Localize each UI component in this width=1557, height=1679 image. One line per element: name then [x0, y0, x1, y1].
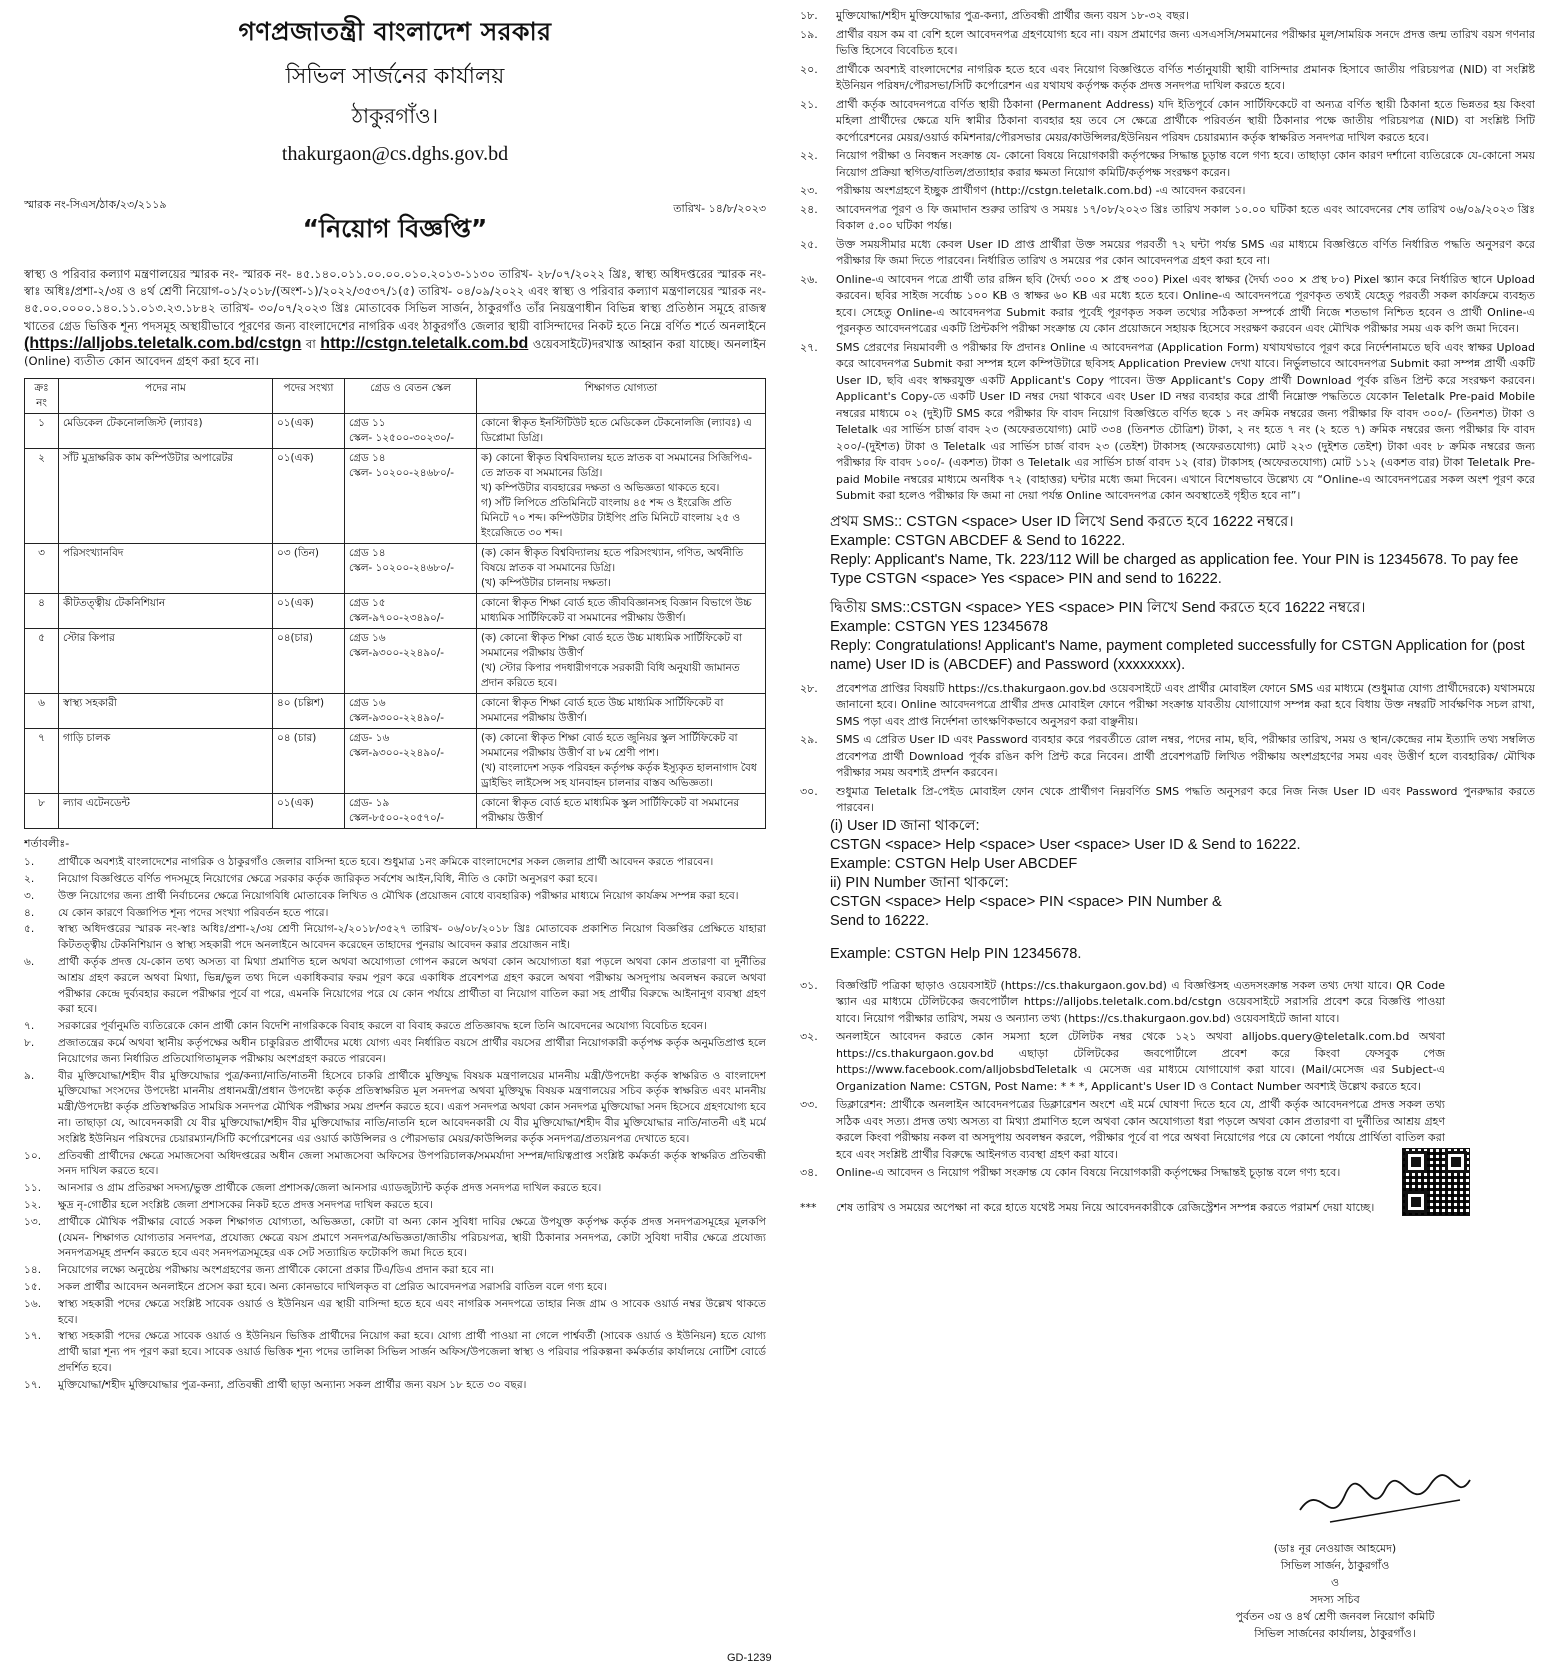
condition-number: ২০.: [800, 62, 818, 76]
condition-text: অনলাইনে আবেদন করতে কোন সমস্যা হলে টেলিটক নম্বর থেকে ১২১ অথবা alljobs.query@teletalk.com.bd অথবা https://cs.thakurgaon.gov.bd এছাড়া টেলিটকের জবপোর্টালে প্রবেশ করে কিংবা ফেসবুক পেজ https://www.facebook.com/alljobsbdTeletalk এ মেসেজ এর মাধ্যমে যোগাযোগ করা যাবে। (Mail/মেসেজ এর Subject-এ Organization Name: CSTGN, Post Name: * * *, Applicant's User ID ও Contact Number অবশ্যই উল্লেখ করতে হবে।: [836, 1030, 1445, 1093]
recovery-instructions: [830, 817, 1535, 964]
condition-item: [24, 1215, 766, 1262]
condition-item: [24, 955, 766, 1018]
condition-text: বিজ্ঞপ্তিটি পত্রিকা ছাড়াও ওয়েবসাইট (https://cs.thakurgaon.gov.bd) এ বিজ্ঞপ্তিসহ এতদসংক্রান্ত সকল তথ্য দেখা যাবে। QR Code স্ক্যান এর মাধ্যমে টেলিটকের জবপোর্টাল https://alljobs.teletalk.com.bd/cstgn ওয়েবসাইটে সরাসরি প্রবেশ করে বিজ্ঞপ্তি পাওয়া যাবে। নিয়োগ পরীক্ষার তারিখ, সময় ও অন্যান্য তথ্য (https://cs.thakurgaon.gov.bd) ওয়েবসাইটে জানা যাবে।: [836, 978, 1445, 1025]
signature-block: [1170, 1540, 1500, 1642]
condition-text: যে কোন কারণে বিজ্ঞাপিত শূন্য পদের সংখ্যা পরিবর্তন হতে পারে।: [58, 906, 329, 919]
condition-number: ২৫.: [800, 237, 818, 251]
table-row: [25, 414, 766, 449]
condition-text: Online-এ আবেদন ও নিয়োগ পরীক্ষা সংক্রান্ত যে কোন বিষয়ে নিয়োগকারী কর্তৃপক্ষের সিদ্ধান্তই চূড়ান্ত বলে গণ্য হবে।: [836, 1166, 1341, 1179]
notice-date: তারিখ- ১৪/৮/২০২৩: [673, 202, 766, 215]
condition-text: আনসার ও গ্রাম প্রতিরক্ষা সদস্য/ভুক্ত প্রার্থীকে জেলা প্রশাসক/জেলা আনসার এ্যাডজুট্যান্ট কর্তৃক প্রদত্ত সনদপত্র দাখিল করতে হবে।: [58, 1182, 602, 1195]
sms-first-reply: Reply: Applicant's Name, Tk. 223/112 Will be charged as application fee. Your PIN is 12345678. To pay fee Type CSTGN <space> Yes <space> PIN and send to 16222.: [830, 551, 1519, 587]
signatory-office: সিভিল সার্জনের কার্যালয়, ঠাকুরগাঁও।: [1254, 1627, 1416, 1640]
condition-text: উক্ত সময়সীমার মধ্যে কেবল User ID প্রাপ্ত প্রার্থীরা উক্ত সময়ের পরবর্তী ৭২ ঘন্টা পর্যন্ত SMS এর মাধ্যমে বিজ্ঞপ্তিতে বর্ণিত নির্ধারিত পদ্ধতি অনুসরণ করে পরীক্ষার ফি জমা দিতে পারবেন। নির্ধারিত তারিখ ও সময়ের পর কোন আবেদনপত্র গ্রহণ করা হবে না।: [836, 237, 1535, 267]
condition-item: [24, 889, 766, 905]
condition-text: প্রতিবন্ধী প্রার্থীদের ক্ষেত্রে সমাজসেবা অধিদপ্তরের অধীন জেলা সমাজসেবা অফিসের উপপরিচালক/সমমর্যাদা সম্পন্ন/দায়িত্বপ্রাপ্ত সংশ্লিষ্ট কর্মকর্তা কর্তৃক স্বাক্ষরিত প্রতিবন্ধী সনদ দাখিল করতে হবে।: [58, 1149, 766, 1178]
table-cell-qual: (ক) কোনো স্বীকৃত শিক্ষা বোর্ড হতে জুনিয়র স্কুল সার্টিফিকেট বা সমমানের পরীক্ষায় উত্তীর্ণ বা ৮ম শ্রেণী পাশ। (খ) বাংলাদেশ সড়ক পরিবহন কর্তৃপক্ষ কর্তৃক ইস্যুকৃত হালনাগাদ বৈধ ড্রাইভিং লাইসেন্স সহ যানবাহন চালনার বাস্তব অভিজ্ঞতা।: [477, 729, 766, 794]
condition-item: [24, 1280, 766, 1296]
vacancy-table: [24, 378, 766, 829]
condition-text: মুক্তিযোদ্ধা/শহীদ মুক্তিযোদ্ধার পুত্র-কন্যা, প্রতিবন্ধী প্রার্থীর জন্য বয়স ১৮-৩২ বছর।: [836, 9, 1189, 22]
condition-number: ২১.: [800, 97, 818, 111]
condition-text: প্রজাতন্ত্রের কর্মে অথবা স্থানীয় কর্তৃপক্ষের অধীন চাকুরিরত প্রার্থীদের মধ্যে যোগ্য এবং নির্ধারিত বয়সে প্রার্থীর বয়সের প্রার্থীরা নিয়োগকারী কর্তৃপক্ষ কর্তৃক অনুমতিপ্রাপ্ত হলে নিয়োগের জন্য নির্ধারিত প্রতিযোগিতামূলক পরীক্ষায় অংশগ্রহণ করতে পারবেন।: [58, 1036, 766, 1065]
table-cell-grade: গ্রেড ১৪ স্কেল- ১০২০০-২৪৬৮০/-: [345, 544, 477, 594]
condition-text: ডিক্লারেশন: প্রার্থীকে অনলাইন আবেদনপত্রের ডিক্লারেশন অংশে এই মর্মে ঘোষণা দিতে হবে যে, প্রার্থী কর্তৃক আবেদনপত্রে প্রদত্ত সকল তথ্য সঠিক এবং সত্য। প্রদত্ত তথ্য অসত্য বা মিথ্যা প্রমাণিত হলে অথবা কোন অযোগ্যতা ধরা পড়লে অথবা কোন প্রতারণা বা দুর্নীতির আশ্রয় গ্রহণ করলে কিংবা পরীক্ষায় নকল বা অসদুপায় অবলম্বন করলে, পরীক্ষার পূর্বে বা পরে অথবা নিয়োগের পরে যে কোনো পর্যায়ে প্রার্থিতা বাতিল করা হবে এবং সংশ্লিষ্ট প্রার্থীর বিরুদ্ধে আইনগত ব্যবস্থা গ্রহণ করা যাবে।: [836, 1098, 1445, 1161]
condition-item: [800, 237, 1535, 270]
table-cell-qual: কোনো স্বীকৃত শিক্ষা বোর্ড হতে জীববিজ্ঞানসহ বিজ্ঞান বিভাগে উচ্চ মাধ্যমিক সার্টিফিকেট বা সমমানের পরীক্ষায় উত্তীর্ণ।: [477, 594, 766, 629]
condition-item: [24, 1019, 766, 1035]
condition-number: ২৪.: [800, 202, 818, 216]
condition-item: [24, 1149, 766, 1181]
condition-number: ২২.: [800, 149, 818, 162]
table-cell-count: ০১(এক): [273, 449, 345, 544]
condition-number: ১.: [24, 856, 35, 869]
condition-item: [24, 872, 766, 888]
condition-text: স্বাস্থ্য সহকারী পদের ক্ষেত্রে সাবেক ওয়ার্ড ও ইউনিয়ন ভিত্তিক প্রার্থীদের নিয়োগ করা হবে। যোগ্য প্রার্থী পাওয়া না গেলে পার্শ্ববর্তী (সাবেক ওয়ার্ড ও ইউনিয়ন) হতে যোগ্য প্রার্থী দ্বারা শূন্য পদ পূরণ করা হবে। সাবেক ওয়ার্ড ভিত্তিক শূন্য পদের তালিকা সিভিল সার্জন অফিস/উপজেলা স্বাস্থ্য ও পরিবার পরিকল্পনা কর্মকর্তার কার্যালয়ে নোটিশ বোর্ডে প্রদর্শিত হবে।: [58, 1330, 766, 1374]
qr-code-icon[interactable]: [1402, 1148, 1470, 1216]
condition-text: প্রার্থীর বয়স কম বা বেশি হলে আবেদনপত্র গ্রহণযোগ্য হবে না। বয়স প্রমাণের জন্য এসএসসি/সমমানের পরীক্ষার মূল/সাময়িক সনদে প্রদত্ত জন্ম তারিখ বয়স গণনার ভিত্তি হিসেবে বিবেচিত হবে।: [836, 27, 1535, 57]
condition-item: [24, 1069, 766, 1148]
signatory-and: ও: [1330, 1576, 1340, 1589]
letterhead: [24, 12, 766, 166]
table-header-row: [25, 379, 766, 414]
condition-item: [800, 27, 1535, 60]
condition-text: প্রার্থীকে অবশ্যই বাংলাদেশের নাগরিক হতে হবে এবং নিয়োগ বিজ্ঞপ্তিতে বর্ণিত শর্তানুযায়ী স্থায়ী বাসিন্দার প্রমানক হিসাবে জাতীয় পরিচয়পত্র (NID) বা সংশ্লিষ্ট ইউনিয়ন পরিষদ/পৌরসভা/সিটি কর্পোরেশন এর যথাযথ কর্তৃপক্ষ কর্তৃক প্রদত্ত সনদপত্র দাখিল করতে হবে।: [836, 62, 1535, 92]
table-cell-no: ৮: [25, 794, 59, 829]
right-column: [800, 6, 1535, 1671]
table-cell-no: ১: [25, 414, 59, 449]
table-cell-qual: (ক) কোনো স্বীকৃত শিক্ষা বোর্ড হতে উচ্চ মাধ্যমিক সার্টিফিকেট বা সমমানের পরীক্ষায় উত্তীর্ণ (খ) স্টোর কিপার পদধারীগণকে সরকারী বিধি অনুযায়ী জামানত প্রদান করিতে হবে।: [477, 629, 766, 694]
table-cell-post: সাঁট মুদ্রাক্ষরিক কাম কম্পিউটার অপারেটর: [59, 449, 273, 544]
cstgn-link[interactable]: http://cstgn.teletalk.com.bd: [320, 334, 529, 352]
condition-item: [24, 1036, 766, 1068]
footer-code: GD-1239: [727, 1652, 772, 1664]
recovery-line-7: Example: CSTGN Help PIN 12345678.: [830, 945, 1082, 962]
condition-text: উক্ত নিয়োগের জন্য প্রার্থী নির্বাচনের ক্ষেত্রে নিয়োগবিধি মোতাবেক লিখিত ও মৌখিক (প্রয়োজন বোধে ব্যবহারিক) পরীক্ষার মাধ্যমে নিয়োগ কার্যক্রম সম্পন্ন করা হবে।: [58, 889, 739, 902]
intro-text: স্বাস্থ্য ও পরিবার কল্যাণ মন্ত্রণালয়ের স্মারক নং- স্মারক নং- ৪৫.১৪০.০১১.০০.০০.০১০.২০১৩-১১৩০ তারিখ- ২৮/০৭/২০২২ খ্রিঃ, স্বাস্থ্য অধিদপ্তরের স্মারক নং- স্বাঃ অধিঃ/প্রশা-২/৩য় ও ৪র্থ শ্রেণী নিয়োগ-০১/২০১৮/(অংশ-১)/২০২২/৩৫৩৭/১(৫) তারিখ- ০৪/০৯/২০২২ এবং স্বাস্থ্য ও পরিবার কল্যাণ মন্ত্রণালয়ের স্মারক নং- ৪৫.০০.০০০০.১৪০.১১.০১৩.২৩.১৮৪২ তারিখ- ৩০/০৭/২০২৩ খ্রিঃ মোতাবেক সিভিল সার্জন, ঠাকুরগাঁও তাঁর নিয়ন্ত্রণাধীন বিভিন্ন স্বাস্থ্য প্রতিষ্ঠান সমূহে রাজস্ব খাতের গ্রেড ভিত্তিক শূন্য পদসমূহ অস্থায়ীভাবে পূরণের জন্য বাংলাদেশের নাগরিক এবং ঠাকুরগাঁও জেলার স্থায়ী বাসিন্দাদের নিকট হতে নিম্নে বর্ণিত শর্তে অনলাইনে: [24, 267, 766, 333]
condition-item: [800, 183, 1535, 200]
condition-text: প্রার্থী কর্তৃক প্রদত্ত যে-কোন তথ্য অসত্য বা মিথ্যা প্রমাণিত হলে অথবা অযোগ্যতা গোপন করলে অথবা কোন অযোগ্যতা ধরা পড়লে অথবা কোন প্রতারণা বা দুর্নীতির আশ্রয় গ্রহণ করলে অথবা মিথ্যা, ভিন্ন/ভুল তথ্য দিলে একাধিকবার ফরম পূরণ করে একাধিক প্রবেশপত্র গ্রহণ করলে অথবা পরীক্ষায় অসদুপায় অবলম্বন করলে অথবা পরীক্ষার কেন্দ্রে দুর্ব্যবহার করলে পরীক্ষার পূর্বে বা পরে, এমনকি নিয়োগের পরে যে কোন পর্যায়ে প্রার্থীতা বা নিয়োগ বাতিল করা সহ প্রার্থীর বিরুদ্ধে আইনানুগ ব্যবস্থা গ্রহণ করা হবে।: [58, 956, 766, 1016]
intro-paragraph: [24, 266, 766, 370]
condition-text: নিয়োগ পরীক্ষা ও নিবন্ধন সংক্রান্ত যে- কোনো বিষয়ে নিয়োগকারী কর্তৃপক্ষের সিদ্ধান্ত চূড়ান্ত বলে গণ্য হবে। তাছাড়া কোন কারণ দর্শানো ব্যতিরেকে যে-কোনো সময় নিয়োগ প্রক্রিয়া স্থগিত/বাতিল/প্রত্যাহার করার ক্ষমতা নিয়োগ কমিটি/কর্তৃপক্ষ সংরক্ষণ করেন।: [836, 149, 1535, 179]
office-name: সিভিল সার্জনের কার্যালয়: [285, 64, 505, 89]
table-cell-qual: কোনো স্বীকৃত শিক্ষা বোর্ড হতে উচ্চ মাধ্যমিক সার্টিফিকেট বা সমমানের পরীক্ষায় উত্তীর্ণ।: [477, 694, 766, 729]
condition-item: [800, 978, 1445, 1028]
condition-item: [800, 732, 1535, 782]
sms-second-label: দ্বিতীয় SMS::CSTGN <space> YES <space> PIN লিখে Send করতে হবে 16222 নম্বরে।: [830, 599, 1366, 616]
condition-item: [800, 272, 1535, 338]
condition-text: স্বাস্থ্য সহকারী পদের ক্ষেত্রে সংশ্লিষ্ট সাবেক ওয়ার্ড ও ইউনিয়ন এর স্থায়ী বাসিন্দা হতে হবে এবং নাগরিক সনদপত্রে তাহার নিজ গ্রাম ও সাবেক ওয়ার্ড নম্বর উল্লেখ থাকতে হবে।: [58, 1297, 766, 1326]
condition-number: ১৮.: [800, 9, 818, 22]
condition-number: ৪.: [24, 906, 35, 919]
condition-item: [24, 1181, 766, 1197]
condition-text: SMS এ প্রেরিত User ID এবং Password ব্যবহার করে পরবর্তীতে রোল নম্বর, পদের নাম, ছবি, পরীক্ষার তারিখ, সময় ও স্থান/কেন্দ্রের নাম ইত্যাদি তথ্য সম্বলিত প্রবেশপত্র প্রার্থী Download পূর্বক রঙিন কপি প্রিন্ট করে নিবেন। প্রার্থী প্রবেশপত্রটি লিখিত পরীক্ষায় অংশগ্রহণের সময় এবং উত্তীর্ণ হলে ব্যবহারিক/ মৌখিক পরীক্ষার সময় অবশ্যই প্রদর্শন করবেন।: [836, 733, 1535, 779]
left-column: [24, 8, 766, 1673]
condition-item: [800, 1165, 1445, 1182]
condition-text: সরকারের পূর্বানুমতি ব্যতিরেকে কোন প্রার্থী কোন বিদেশি নাগরিককে বিবাহ করলে বা বিবাহ করতে প্রতিজ্ঞাবদ্ধ হলে তিনি আবেদনের অযোগ্য বিবেচিত হবেন।: [58, 1020, 707, 1033]
signatory-member: সদস্য সচিব: [1310, 1593, 1360, 1606]
government-name: গণপ্রজাতন্ত্রী বাংলাদেশ সরকার: [238, 17, 552, 46]
table-cell-grade: গ্রেড ১৫ স্কেল-৯৭০০-২৩৪৯০/-: [345, 594, 477, 629]
table-cell-no: ৬: [25, 694, 59, 729]
condition-number: ৯.: [24, 1069, 35, 1082]
condition-number: ১৯.: [800, 27, 818, 41]
district-name: ঠাকুরগাঁও।: [351, 104, 439, 128]
col-post: পদের নাম: [59, 379, 273, 414]
condition-number: ১৬.: [24, 1297, 42, 1310]
conditions-list-right-3: [800, 978, 1445, 1182]
condition-text: SMS প্রেরণের নিয়মাবলী ও পরীক্ষার ফি প্রদানঃ Online এ আবেদনপত্র (Application Form) যথাযথভাবে পূরণ করে নির্দেশনামতে ছবি এবং স্বাক্ষর Upload করে আবেদনপত্র Submit করা সম্পন্ন হলে কম্পিউটারে ছবিসহ Application Preview দেখা যাবে। নির্ভুলভাবে আবেদনপত্র Submit করা সম্পন্ন প্রার্থী একটি User ID, ছবি এবং স্বাক্ষরযুক্ত একটি Applicant's Copy পাবেন। উক্ত Applicant's Copy প্রার্থী Download পূর্বক রঙিন প্রিন্ট করে সংরক্ষণ করবেন। Applicant's Copy-তে একটি User ID নম্বর দেয়া থাকবে এবং User ID নম্বর ব্যবহার করে প্রার্থী নিম্নোক্ত পদ্ধতিতে যেকোন Teletalk Pre-paid Mobile নম্বরের মাধ্যমে ০২ (দুই)টি SMS করে পরীক্ষার ফি বাবদ নিয়োগ বিজ্ঞপ্তিতে বর্ণিত ছকে ১ নং ক্রমিক নম্বরের জন্য পরীক্ষার ফি বাবদ ৩০০/- (তিনশত) টাকা ও Teletalk এর সার্ভিস চার্জ বাবদ ২৩ (অফেরতযোগ্য) মোট ৩৩৪ (তিনশত চৌত্রিশ) টাকা, ২ নং হতে ৭ নং (২ হতে ৭) ক্রমিক নম্বরের জন্য পরীক্ষার ফি বাবদ ২০০/-(দুইশত) টাকা ও Teletalk এর সার্ভিস চার্জ বাবদ ২৩ (তেইশ) টাকাসহ (অফেরতযোগ্য) মোট ২২৩ (দুইশত তেইশ) টাকা এবং ৮ ক্রমিক নম্বরের জন্য পরীক্ষার ফি বাবদ ১০০/- (একশত) টাকা ও Teletalk এর সার্ভিস চার্জ বাবদ ১২ (বার) টাকাসহ (অফেরতযোগ্য) মোট ১১২ (একশত বার) টাকা Teletalk Pre-paid Mobile নম্বরের মাধ্যমে অনধিক ৭২ (বাহাত্তর) ঘন্টার মধ্যে জমা দিবেন। এখানে বিশেষভাবে উল্লেখ্য যে “Online-এ আবেদনপত্রের সকল অংশ পূরণ করে Submit করা হলেও পরীক্ষার ফি জমা না দেয়া পর্যন্ত Online আবেদনপত্র কোন অবস্থাতেই গৃহীত হবে না”।: [836, 340, 1535, 502]
condition-text: পরীক্ষায় অংশগ্রহণে ইচ্ছুক প্রার্থীগণ (http://cstgn.teletalk.com.bd) -এ আবেদন করবেন।: [836, 184, 1246, 197]
table-cell-post: গাড়ি চালক: [59, 729, 273, 794]
condition-text: নিয়োগ বিজ্ঞপ্তিতে বর্ণিত পদসমূহে নিয়োগের ক্ষেত্রে সরকার কর্তৃক জারিকৃত সর্বশেষ আইন,বিধি, নীতি ও কোটা অনুসরণ করা হবে।: [58, 873, 598, 886]
alljobs-link[interactable]: (https://alljobs.teletalk.com.bd/cstgn: [24, 334, 302, 352]
table-cell-post: স্টোর কিপার: [59, 629, 273, 694]
table-cell-grade: গ্রেড ১৬ স্কেল-৯৩০০-২২৪৯০/-: [345, 629, 477, 694]
table-cell-count: ০১(এক): [273, 414, 345, 449]
sms-second-reply: Reply: Congratulations! Applicant's Name, payment completed successfully for CSTGN Application for (post name) User ID is (ABCDEF) and Password (xxxxxxxx).: [830, 637, 1525, 673]
condition-item: [24, 922, 766, 954]
condition-number: ৩৩.: [800, 1098, 818, 1111]
table-cell-qual: (ক) কোন স্বীকৃত বিশ্ববিদ্যালয় হতে পরিসংখ্যান, গণিত, অর্থনীতি বিষয়ে স্নাতক বা সমমানের ডিগ্রি। (খ) কম্পিউটার চালনায় দক্ষতা।: [477, 544, 766, 594]
table-cell-count: ০১(এক): [273, 794, 345, 829]
condition-number: ২৩.: [800, 184, 818, 197]
condition-number: ২৯.: [800, 733, 818, 746]
condition-item: [800, 1029, 1445, 1095]
condition-item: [800, 340, 1535, 505]
condition-text: প্রার্থীকে মৌখিক পরীক্ষার বোর্ডে সকল শিক্ষাগত যোগ্যতা, অভিজ্ঞতা, কোটা বা অন্য কোন সুবিধা দাবির ক্ষেত্রে উপযুক্ত কর্তৃপক্ষ কর্তৃক প্রদত্ত সনদপত্রসমূহের মূলকপি (যেমন- শিক্ষাগত যোগ্যতার সনদপত্র, প্রযোজ্য ক্ষেত্রে বয়স প্রমাণে সনদপত্র/অভিজ্ঞতা/জাতীয় পরিচয়পত্র, স্থায়ী ঠিকানার সনদপত্র, কোটা সুবিধা দাবীর ক্ষেত্রে প্রযোজ্য সনদপত্রসমূহ প্রদর্শন করতে হবে এবং সনদপত্রসমূহের এক সেট সত্যায়িত ফটোকপি জমা দিতে হবে।: [58, 1215, 766, 1260]
col-count: পদের সংখ্যা: [273, 379, 345, 414]
sms-second-example: Example: CSTGN YES 12345678: [830, 618, 1048, 635]
condition-number: ৭.: [24, 1020, 35, 1033]
table-cell-count: ০৪(চার): [273, 629, 345, 694]
intro-text-end: ওয়েবসাইটে)দরখাস্ত আহ্বান করা যাচ্ছে। অনলাইন (Online) ব্যতীত কোন আবেদন গ্রহণ করা হবে না।: [24, 336, 766, 369]
condition-number: ১৭.: [24, 1330, 42, 1343]
table-cell-no: ৫: [25, 629, 59, 694]
table-row: [25, 544, 766, 594]
table-cell-no: ৪: [25, 594, 59, 629]
conditions-list-right-2: [800, 681, 1535, 817]
recovery-line-2: CSTGN <space> Help <space> User <space> User ID & Send to 16222.: [830, 836, 1301, 853]
condition-item: [24, 1378, 766, 1394]
table-cell-qual: কোনো স্বীকৃত বোর্ড হতে মাধ্যমিক স্কুল সার্টিফিকেট বা সমমানের পরীক্ষায় উত্তীর্ণ: [477, 794, 766, 829]
condition-text: প্রার্থীকে অবশ্যই বাংলাদেশের নাগরিক ও ঠাকুরগাঁও জেলার বাসিন্দা হতে হবে। শুধুমাত্র ১নং ক্রমিকে বাংলাদেশের সকল জেলার প্রার্থী আবেদন করতে পারবেন।: [58, 856, 714, 869]
recovery-line-1: (i) User ID জানা থাকলে:: [830, 817, 980, 834]
condition-item: [800, 681, 1535, 731]
condition-number: ১৭.: [24, 1378, 42, 1391]
table-cell-grade: গ্রেড ১৬ স্কেল-৯৩০০-২২৪৯০/-: [345, 694, 477, 729]
conditions-list-right: [800, 8, 1535, 505]
condition-number: ১৩.: [24, 1215, 42, 1228]
table-cell-count: ৪০ (চল্লিশ): [273, 694, 345, 729]
recovery-line-4: ii) PIN Number জানা থাকলে:: [830, 874, 1009, 891]
condition-number: ১০.: [24, 1149, 42, 1162]
condition-text: নিয়োগের লক্ষ্যে অনুষ্ঠেয় পরীক্ষায় অংশগ্রহণের জন্য প্রার্থীকে কোনো প্রকার টিএ/ডিএ প্রদান করা হবে না।: [58, 1264, 494, 1277]
table-row: [25, 794, 766, 829]
table-cell-post: স্বাস্থ্য সহকারী: [59, 694, 273, 729]
condition-number: ২.: [24, 873, 35, 886]
conditions-list: [24, 855, 766, 1393]
condition-text: সকল প্রার্থীর আবেদন অনলাইনে প্রসেস করা হবে। অন্য কোনভাবে দাখিলকৃত বা প্রেরিত আবেদনপত্র সরাসরি বাতিল বলে গণ্য হবে।: [58, 1280, 607, 1293]
condition-item: [800, 97, 1535, 147]
office-email: thakurgaon@cs.dghs.gov.bd: [281, 143, 509, 165]
sms-first-example: Example: CSTGN ABCDEF & Send to 16222.: [830, 532, 1126, 549]
table-row: [25, 729, 766, 794]
table-cell-count: ০১(এক): [273, 594, 345, 629]
table-cell-no: ৩: [25, 544, 59, 594]
sms-first-label: প্রথম SMS:: CSTGN <space> User ID লিখে Send করতে হবে 16222 নম্বরে।: [830, 513, 1294, 530]
table-cell-no: ৭: [25, 729, 59, 794]
condition-text: প্রার্থী কর্তৃক আবেদনপত্রে বর্ণিত স্থায়ী ঠিকানা (Permanent Address) যদি ইতিপূর্বে কোন সার্টিফিকেটে বা অন্যত্র বর্ণিত স্থায়ী ঠিকানা হতে ভিন্নতর হয় কিংবা মহিলা প্রার্থীদের ক্ষেত্রে যদি স্বামীর ঠিকানা ব্যবহার হয় তবে সে ক্ষেত্রে প্রার্থীকে পরিবর্তন স্থায়ী ঠিকানার পক্ষে জাতীয় পরিচয়পত্র (NID) বা সংশ্লিষ্ট সিটি কর্পোরেশনের মেয়র/ওয়ার্ড কমিশনার/পৌরসভার মেয়র/কাউন্সিলর/ইউনিয়ন পরিষদ চেয়ারম্যান কর্তৃক স্বাক্ষরিত সনদপত্র দাখিল করতে হবে।: [836, 97, 1535, 144]
table-cell-qual: কোনো স্বীকৃত ইনস্টিটিউট হতে মেডিকেল টেকনোলজি (ল্যাবঃ) এ ডিপ্লোমা ডিগ্রি।: [477, 414, 766, 449]
condition-number: ৩৪.: [800, 1166, 818, 1179]
condition-text: বীর মুক্তিযোদ্ধা/শহীদ বীর মুক্তিযোদ্ধার পুত্র/কন্যা/নাতি/নাতনী হিসেবে চাকরি প্রার্থীকে মুক্তিযুদ্ধ বিষয়ক মন্ত্রণালয়ের মাননীয় মন্ত্রী/উপদেষ্টা কর্তৃক স্বাক্ষরিত ও বাংলাদেশ মুক্তিযোদ্ধা সংসদের উপদেষ্টা মাননীয় প্রধানমন্ত্রী/প্রধান উপদেষ্টা কর্তৃক প্রতিস্বাক্ষরিত মূল সনদপত্র অথবা মুক্তিযুদ্ধ বিষয়ক মন্ত্রণালয়ের সচিব কর্তৃক স্বাক্ষরিত এবং মাননীয় মন্ত্রী/উপদেষ্টা কর্তৃক প্রতিস্বাক্ষরিত সাময়িক সনদপত্র মৌখিক পরীক্ষার সময় প্রদর্শন করতে হবে। এরূপ সনদপত্র অথবা কোন সনদপত্র মুক্তিযোদ্ধা সনদ হিসেবে গ্রহণযোগ্য হবে না। তাছাড়া যে, আবেদনকারী যে বীর মুক্তিযোদ্ধা/শহীদ বীর মুক্তিযোদ্ধার নাতি/নাতনি হলে আবেদনকারী যে বীর মুক্তিযোদ্ধা/শহীদ বীর মুক্তিযোদ্ধার নাতি/নাতনী এই মর্মে সংশ্লিষ্ট ইউনিয়ন পরিষদের চেয়ারম্যান/সিটি কর্পোরেশনের এর ওয়ার্ড কাউন্সিলর ও পৌরসভার মেয়র/কাউন্সিলর কর্তৃক সনদপত্র/প্রত্যয়নপত্র দেখাতে হবে।: [58, 1069, 766, 1145]
closing-note-text: শেষ তারিখ ও সময়ের অপেক্ষা না করে হাতে যথেষ্ট সময় নিয়ে আবেদনকারীকে রেজিস্ট্রেশন সম্পন্ন করতে পরামর্শ দেয়া যাচ্ছে।: [836, 1200, 1375, 1214]
table-cell-post: মেডিকেল টেকনোলজিস্ট (ল্যাবঃ): [59, 414, 273, 449]
condition-item: [800, 1097, 1445, 1163]
condition-item: [800, 202, 1535, 235]
condition-item: [800, 784, 1535, 817]
table-cell-grade: গ্রেড ১১ স্কেল- ১২৫০০-৩০২৩০/-: [345, 414, 477, 449]
condition-number: ৩.: [24, 889, 35, 902]
condition-text: মুক্তিযোদ্ধা/শহীদ মুক্তিযোদ্ধার পুত্র-কন্যা, প্রতিবন্ধী প্রার্থী ছাড়া অন্যান্য সকল প্রার্থীর জন্য বয়স ১৮ হতে ৩০ বছর।: [58, 1378, 527, 1391]
condition-number: ৫.: [24, 923, 35, 936]
signatory-title: সিভিল সার্জন, ঠাকুরগাঁও: [1280, 1559, 1390, 1572]
table-cell-grade: গ্রেড- ১৯ স্কেল-৮৫০০-২০৫৭০/-: [345, 794, 477, 829]
table-body: [25, 414, 766, 829]
col-serial: ক্রঃ নং: [25, 379, 59, 414]
closing-note-mark: ***: [800, 1200, 817, 1214]
condition-item: [24, 1198, 766, 1214]
table-cell-no: ২: [25, 449, 59, 544]
signatory-name: (ডাঃ নূর নেওয়াজ আহমেদ): [1273, 1542, 1397, 1555]
condition-number: ৩২.: [800, 1030, 818, 1043]
recovery-line-5: CSTGN <space> Help <space> PIN <space> PIN Number &: [830, 893, 1222, 910]
condition-text: ক্ষুদ্র নৃ-গোষ্ঠীর হলে সংশ্লিষ্ট জেলা প্রশাসকের নিকট হতে প্রদত্ত সনদপত্র দাখিল করতে হবে।: [58, 1198, 433, 1211]
table-row: [25, 594, 766, 629]
signature-image: [1290, 1460, 1480, 1540]
table-cell-grade: গ্রেড ১৪ স্কেল- ১০২০০-২৪৬৮০/-: [345, 449, 477, 544]
signatory-committee: পুর্বতন ৩য় ও ৪র্থ শ্রেণী জনবল নিয়োগ কমিটি: [1235, 1610, 1435, 1623]
condition-number: ৬.: [24, 956, 35, 968]
condition-item: [24, 906, 766, 922]
condition-text: স্বাস্থ্য অধিদপ্তরের স্মারক নং-স্বাঃ অধিঃ/প্রশা-২/৩য় শ্রেণী নিয়োগ-২/২০১৮/৩৫২৭ তারিখ- ০৬/০৮/২০১৮ খ্রিঃ মোতাবেক প্রকাশিত নিয়োগ বিজ্ঞপ্তির প্রেক্ষিতে যাহারা কিটতত্ত্বীয় টেকনিশিয়ান ও স্বাস্থ্য সহকারী পদে অনলাইনে আবেদন করেছেন তাহাদের পুনরায় আবেদন করার প্রয়োজন নাই।: [58, 923, 766, 952]
condition-text: Online-এ আবেদন পত্রে প্রার্থী তার রঙ্গিন ছবি (দৈর্ঘ্য ৩০০ × প্রস্থ ৩০০) Pixel এবং স্বাক্ষর (দৈর্ঘ্য ৩০০ × প্রস্থ ৮০) Pixel স্ক্যান করে নির্ধারিত স্থানে Upload করবেন। ছবির সাইজ সর্বোচ্চ ১০০ KB ও স্বাক্ষর ৬০ KB এর মধ্যে হতে হবে। Online-এ আবেদনপত্রে পূরণকৃত তথ্যই যেহেতু পরবর্তী সকল কার্যক্রমে ব্যবহৃত হবে। সেহেতু Online-এ আবেদনপত্র Submit করার পূর্বেই পূরণকৃত সকল তথ্যের সঠিকতা সম্পর্কে প্রার্থী নিজে শতভাগ নিশ্চিত হবেন ও প্রার্থী Online-এ পূরনকৃত আবেদনপত্রের একটি প্রিন্টকপি পরীক্ষা সংক্রান্ত যে কোন প্রয়োজনে সহায়ক হিসেবে সংরক্ষণ করবেন এবং মৌখিক পরীক্ষার সময় এক কপি জমা দিবেন।: [836, 272, 1535, 335]
table-cell-count: ০৩ (তিন): [273, 544, 345, 594]
condition-item: [24, 1263, 766, 1279]
condition-item: [800, 148, 1535, 181]
condition-text: প্রবেশপত্র প্রাপ্তির বিষয়টি https://cs.thakurgaon.gov.bd ওয়েবসাইটে এবং প্রার্থীর মোবাইল ফোনে SMS এর মাধ্যমে (শুধুমাত্র যোগ্য প্রার্থীদেরকে) যথাসময়ে জানানো হবে। Online আবেদনপত্রে প্রার্থীর প্রদত্ত মোবাইল ফোনে পরীক্ষা সংক্রান্ত যাবতীয় যোগাযোগ সম্পন্ন করা হবে বিধায় উক্ত নম্বরটি সার্বক্ষণিক সচল রাখা, SMS পড়া এবং প্রাপ্ত নির্দেশনা তাৎক্ষণিকভাবে অনুসরণ করা বাঞ্ছনীয়।: [836, 681, 1535, 728]
sms-instructions: [830, 513, 1535, 675]
condition-number: ১৪.: [24, 1264, 42, 1277]
condition-number: ১১.: [24, 1182, 42, 1195]
condition-number: ৩১.: [800, 978, 818, 992]
condition-text: আবেদনপত্র পূরণ ও ফি জমাদান শুরুর তারিখ ও সময়ঃ ১৭/০৮/২০২৩ খ্রিঃ তারিখ সকাল ১০.০০ ঘটিকা হতে এবং আবেদনের শেষ তারিখ ০৬/০৯/২০২৩ খ্রিঃ বিকাল ৫.০০ ঘটিকা পর্যন্ত।: [836, 202, 1535, 232]
condition-item: [800, 8, 1535, 25]
condition-number: ৩০.: [800, 784, 818, 798]
recovery-line-3: Example: CSTGN Help User ABCDEF: [830, 855, 1078, 872]
condition-text: শুধুমাত্র Teletalk প্রি-পেইড মোবাইল ফোন থেকে প্রার্থীগণ নিম্নবর্ণিত SMS পদ্ধতি অনুসরণ করে নিজ নিজ User ID এবং Password পুনরুদ্ধার করতে পারবেন।: [836, 784, 1535, 814]
table-cell-count: ০৪ (চার): [273, 729, 345, 794]
condition-number: ১৫.: [24, 1280, 42, 1293]
condition-number: ২৭.: [800, 340, 818, 354]
condition-item: [800, 62, 1535, 95]
conditions-heading: শর্তাবলীঃ-: [24, 837, 70, 851]
condition-number: ২৮.: [800, 681, 818, 695]
notice-title: “নিয়োগ বিজ্ঞপ্তি”: [302, 214, 488, 243]
table-cell-qual: ক) কোনো স্বীকৃত বিশ্ববিদ্যালয় হতে স্নাতক বা সমমানের সিজিপিএ-তে স্নাতক বা সমমানের ডিগ্রি। খ) কম্পিউটার ব্যবহারের দক্ষতা ও অভিজ্ঞতা থাকতে হবে। গ) সাঁট লিপিতে প্রতিমিনিটে বাংলায় ৪৫ শব্দ ও ইংরেজি প্রতি মিনিটে ৭০ শব্দ। কম্পিউটার টাইপিং প্রতি মিনিটে বাংলায় ২৫ ও ইংরেজিতে ৩০ শব্দ।: [477, 449, 766, 544]
condition-item: [24, 1297, 766, 1329]
condition-number: ৮.: [24, 1036, 35, 1049]
condition-number: ১২.: [24, 1198, 42, 1211]
condition-item: [24, 1329, 766, 1376]
condition-number: ২৬.: [800, 272, 818, 286]
intro-or: বা: [305, 336, 316, 351]
table-cell-post: পরিসংখ্যানবিদ: [59, 544, 273, 594]
condition-item: [24, 855, 766, 871]
table-cell-post: কীটতত্ত্বীয় টেকনিশিয়ান: [59, 594, 273, 629]
table-row: [25, 694, 766, 729]
memo-number: স্মারক নং-সিএস/ঠাক/২৩/২১১৯: [24, 198, 167, 211]
col-grade: গ্রেড ও বেতন স্কেল: [345, 379, 477, 414]
table-row: [25, 449, 766, 544]
table-cell-post: ল্যাব এটেনডেন্ট: [59, 794, 273, 829]
table-row: [25, 629, 766, 694]
col-qualification: শিক্ষাগত যোগ্যতা: [477, 379, 766, 414]
recovery-line-6: Send to 16222.: [830, 912, 929, 929]
table-cell-grade: গ্রেড- ১৬ স্কেল-৯৩০০-২২৪৯০/-: [345, 729, 477, 794]
